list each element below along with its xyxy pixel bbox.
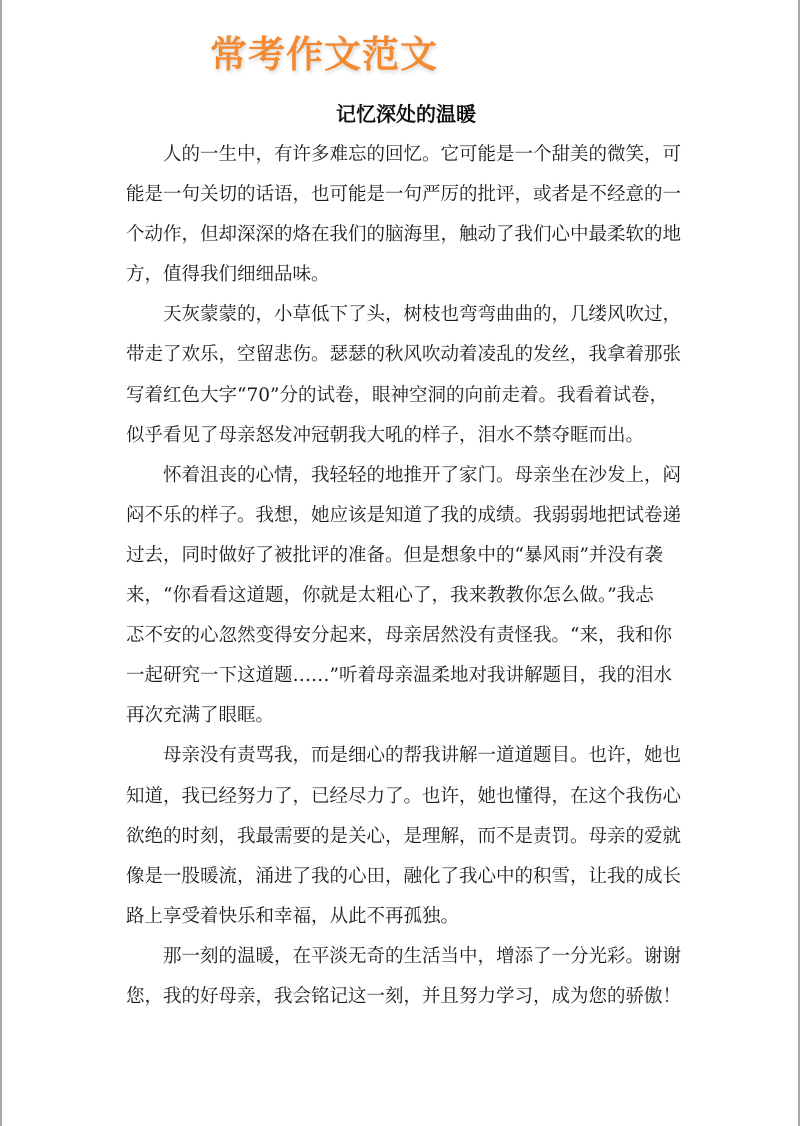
text-line: 似乎看见了母亲怒发冲冠朝我大吼的样子，泪水不禁夺眶而出。	[126, 424, 645, 446]
essay-title: 记忆深处的温暖	[336, 102, 476, 126]
text-line: 方，值得我们细细品味。	[126, 264, 330, 286]
text-line: 忑不安的心忽然变得安分起来，母亲居然没有责怪我。“来，我和你	[126, 625, 672, 647]
text-line: 怀着沮丧的心情，我轻轻的地推开了家门。母亲坐在沙发上，闷	[163, 464, 682, 486]
text-line: 过去，同时做好了被批评的准备。但是想象中的“暴风雨”并没有袭	[126, 544, 663, 566]
text-line: 闷不乐的样子。我想，她应该是知道了我的成绩。我弱弱地把试卷递	[126, 504, 682, 526]
text-line: 欲绝的时刻，我最需要的是关心，是理解，而不是责罚。母亲的爱就	[126, 825, 682, 847]
text-line: 再次充满了眼眶。	[126, 705, 275, 727]
text-line: 那一刻的温暖，在平淡无奇的生活当中，增添了一分光彩。谢谢	[163, 945, 682, 967]
text-line: 母亲没有责骂我，而是细心的帮我讲解一道道题目。也许，她也	[163, 745, 682, 767]
paragraph-3	[126, 456, 686, 737]
essay-body	[126, 135, 686, 1017]
text-line: 带走了欢乐，空留悲伤。瑟瑟的秋风吹动着凌乱的发丝，我拿着那张	[126, 344, 682, 366]
text-line: 您，我的好母亲，我会铭记这一刻，并且努力学习，成为您的骄傲！	[126, 985, 682, 1007]
text-line: 一起研究一下这道题……”听着母亲温柔地对我讲解题目，我的泪水	[126, 665, 672, 687]
text-line: 天灰蒙蒙的，小草低下了头，树枝也弯弯曲曲的，几缕风吹过，	[163, 304, 682, 326]
text-line: 知道，我已经努力了，已经尽力了。也许，她也懂得，在这个我伤心	[126, 785, 682, 807]
paragraph-1	[126, 135, 686, 295]
paragraph-5	[126, 937, 686, 1017]
text-line: 人的一生中，有许多难忘的回忆。它可能是一个甜美的微笑，可	[163, 144, 682, 165]
text-line: 能是一句关切的话语，也可能是一句严厉的批评，或者是不经意的一	[126, 184, 682, 206]
text-line: 写着红色大字“70”分的试卷，眼神空洞的向前走着。我看着试卷，	[126, 384, 668, 406]
brand-title: 常考作文范文	[210, 33, 438, 76]
text-line: 个动作，但却深深的烙在我们的脑海里，触动了我们心中最柔软的地	[126, 224, 682, 246]
text-line: 来，“你看看这道题，你就是太粗心了，我来教教你怎么做。”我忐	[126, 585, 654, 607]
text-line: 像是一股暖流，涌进了我的心田，融化了我心中的积雪，让我的成长	[126, 865, 682, 887]
text-line: 路上享受着快乐和幸福，从此不再孤独。	[126, 905, 460, 927]
paragraph-4	[126, 736, 686, 936]
paragraph-2	[126, 295, 686, 455]
